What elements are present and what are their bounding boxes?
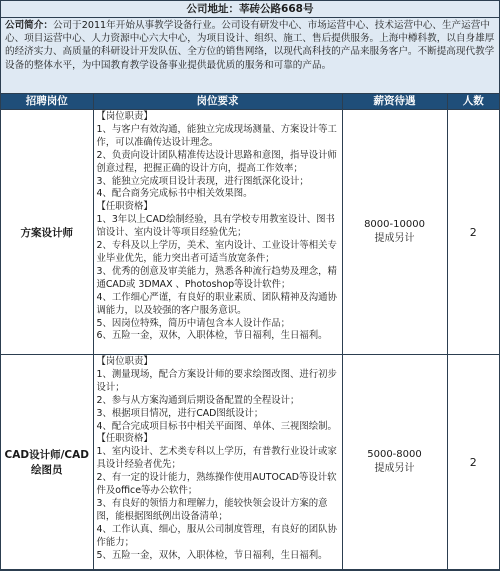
qualification-item: 4、工作细心严谨，有良好的职业素质、团队精神及沟通协调能力，以及较强的客户服务意识。 bbox=[96, 291, 337, 316]
duty-item: 4、配合商务完成标书中相关效果图。 bbox=[96, 188, 253, 200]
table-row bbox=[1, 355, 499, 570]
salary-cell bbox=[342, 355, 447, 570]
headcount: 2 bbox=[447, 110, 499, 355]
qualification-item: 1、室内设计、艺术类专科以上学历，有普教行业设计或家具设计经验者优先； bbox=[96, 446, 337, 471]
duty-item: 4、配合完成项目标书中相关平面图、单体、三视图绘制。 bbox=[96, 420, 337, 432]
job-title: 方案设计师 bbox=[1, 110, 93, 355]
salary-range: 5000-8000 bbox=[367, 449, 422, 460]
qualifications-header: 【任职资格】 bbox=[96, 201, 153, 213]
table-header-row bbox=[1, 94, 499, 110]
salary-cell bbox=[342, 110, 447, 355]
qualification-item: 3、有良好的领悟力和理解力，能较快领会设计方案的意图，能根据图纸例出设备清单； bbox=[96, 497, 328, 522]
qualification-item: 1、3年以上CAD绘制经验，具有学校专用教室设计、图书馆设计、室内设计等项目经验优先； bbox=[96, 214, 335, 239]
duty-item: 3、能独立完成项目设计表现，进行图纸深化设计； bbox=[96, 175, 309, 187]
job-title: CAD设计师/CAD绘图员 bbox=[1, 355, 93, 570]
duty-item: 2、负责向设计团队精准传达设计思路和意图，指导设计师创意过程，把握正确的设计方向，提高工作效率； bbox=[96, 149, 337, 174]
qualification-item: 2、有一定的设计能力，熟练操作使用AUTOCAD等设计软件及office等办公软件； bbox=[96, 472, 337, 497]
job-requirements bbox=[93, 355, 342, 570]
duty-item: 1、测量现场，配合方案设计师的要求绘图改图、进行初步设计； bbox=[96, 368, 337, 393]
qualification-item: 3、优秀的创意及审美能力，熟悉各种流行趋势及理念，精通CAD或 3DMAX 、Photoshop等设计软件； bbox=[96, 265, 337, 290]
duties-header: 【岗位职责】 bbox=[96, 111, 153, 122]
duties-header: 【岗位职责】 bbox=[96, 356, 153, 367]
salary-commission: 提成另计 bbox=[374, 233, 415, 244]
header-requirements: 岗位要求 bbox=[93, 94, 342, 110]
qualifications-header: 【任职资格】 bbox=[96, 433, 153, 445]
header-count: 人数 bbox=[447, 94, 499, 110]
qualification-item: 5、因岗位特殊，简历中请包含本人设计作品； bbox=[96, 317, 290, 329]
company-intro-label: 公司简介： bbox=[5, 20, 53, 31]
company-intro bbox=[1, 18, 499, 94]
qualification-item: 2、专科及以上学历，美术、室内设计、工业设计等相关专业毕业优先，能力突出者可适当放宽条件； bbox=[96, 240, 337, 264]
qualification-item: 5、五险一金，双休，入职体检，节日福利，生日福利。 bbox=[96, 549, 328, 561]
duty-item: 2、参与从方案沟通到后期设备配置的全程设计； bbox=[96, 394, 300, 406]
company-address: 公司地址：莘砖公路668号 bbox=[1, 1, 499, 18]
qualification-item: 6、五险一金，双休，入职体检，节日福利，生日福利。 bbox=[96, 330, 328, 342]
job-requirements bbox=[93, 110, 342, 355]
duty-item: 1、与客户有效沟通，能独立完成现场测量、方案设计等工作，可以准确传达设计理念。 bbox=[96, 123, 337, 148]
header-salary: 薪资待遇 bbox=[342, 94, 447, 110]
qualification-item: 4、工作认真、细心，服从公司制度管理，有良好的团队协作能力； bbox=[96, 523, 337, 548]
headcount: 2 bbox=[447, 355, 499, 570]
duty-item: 3、根据项目情况，进行CAD图纸设计； bbox=[96, 407, 264, 419]
table-row bbox=[1, 110, 499, 355]
company-intro-text: 公司于2011年开始从事教学设备行业。公司设有研发中心、市场运营中心、技术运营中心、生产运营中心、项目运营中心、人力资源中心六大中心，为项目设计、组织、施工、售后提供服务。上海中樽科教，以自身雄厚的经济实力、高质量的科研设计开发队伍、全方位的销售网络，以现代高科技的产品来服务客户。不断提高现代教学设备的整体水平，为中国教育教学设备事业提供最优质的服务和可靠的产品。 bbox=[5, 20, 495, 71]
header-position: 招聘岗位 bbox=[1, 94, 93, 110]
recruitment-table bbox=[1, 94, 499, 570]
salary-commission: 提成另计 bbox=[374, 463, 415, 474]
salary-range: 8000-10000 bbox=[364, 219, 425, 230]
